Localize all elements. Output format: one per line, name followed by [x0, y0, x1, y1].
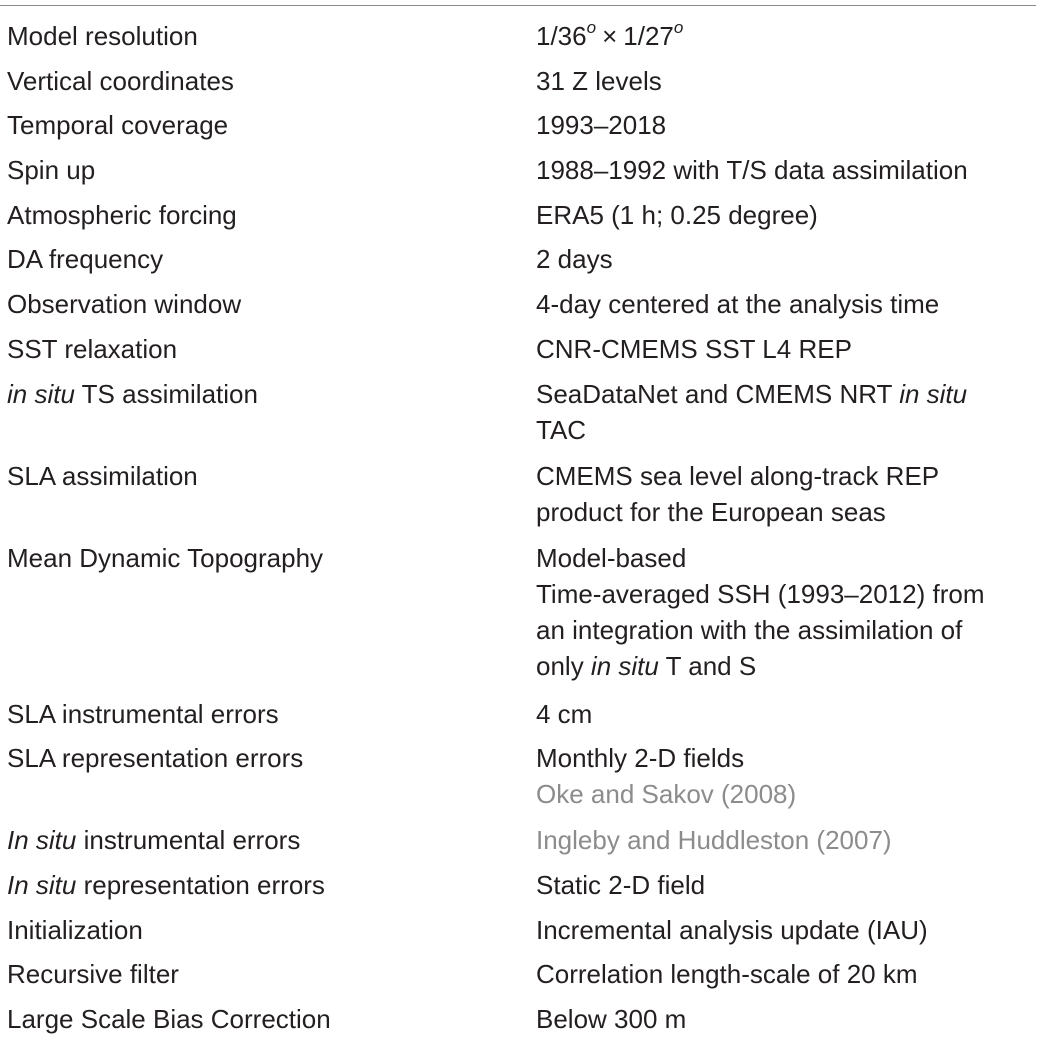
value-cell: 4 cm — [536, 698, 593, 729]
param-cell: Temporal coverage — [7, 110, 229, 141]
reference-link: Oke and Sakov (2008) — [536, 779, 797, 810]
param-cell: in situ TS assimilation — [7, 378, 258, 409]
table-row — [7, 454, 1037, 536]
param-cell: DA frequency — [7, 244, 164, 275]
table-row — [7, 237, 1037, 282]
param-cell: Spin up — [7, 155, 96, 186]
param-cell: Model resolution — [7, 21, 198, 51]
value-cell: 1993–2018 — [536, 110, 667, 141]
param-cell: SLA assimilation — [7, 460, 198, 491]
param-cell: Recursive filter — [7, 959, 179, 990]
value-cell: Below 300 m — [536, 1003, 687, 1034]
value-cell: Static 2-D field — [536, 869, 706, 900]
value-cell: Monthly 2-D fields Oke and Sakov (2008) — [536, 736, 1037, 818]
param-cell: SLA instrumental errors — [7, 698, 279, 729]
table-top-rule — [0, 5, 1036, 6]
value-cell: Correlation length-scale of 20 km — [536, 959, 918, 990]
value-cell: 31 Z levels — [536, 65, 662, 96]
table-row — [7, 818, 1037, 863]
value-cell: Incremental analysis update (IAU) — [536, 914, 928, 945]
value-cell: 4-day centered at the analysis time — [536, 289, 940, 320]
table-row — [7, 536, 1037, 692]
value-cell: 1988–1992 with T/S data assimilation — [536, 155, 968, 186]
table-row — [7, 193, 1037, 238]
table-row — [7, 103, 1037, 148]
param-cell: In situ representation errors — [7, 869, 325, 900]
table-row — [7, 327, 1037, 372]
table-row — [7, 863, 1037, 908]
value-cell: SeaDataNet and CMEMS NRT in situ TAC — [536, 378, 968, 445]
param-cell: SLA representation errors — [7, 743, 304, 774]
param-cell: SST relaxation — [7, 333, 178, 364]
value-cell: Model-based Time-averaged SSH (1993–2012) from an integration with the assimilation of only in situ T and S — [536, 542, 985, 681]
table-row — [7, 692, 1037, 737]
value-cell: CMEMS sea level along-track REP product for the European seas — [536, 460, 940, 527]
value-cell: ERA5 (1 h; 0.25 degree) — [536, 199, 818, 230]
table-row — [7, 14, 1037, 59]
table-row — [7, 148, 1037, 193]
table-row — [7, 997, 1037, 1042]
param-cell: Large Scale Bias Correction — [7, 1003, 331, 1034]
param-cell: Initialization — [7, 914, 143, 945]
table-row — [7, 372, 1037, 454]
param-cell: Observation window — [7, 289, 242, 320]
table-row — [7, 282, 1037, 327]
value-cell: CNR-CMEMS SST L4 REP — [536, 333, 852, 364]
param-cell: Mean Dynamic Topography — [7, 542, 324, 573]
parameters-table — [7, 14, 1037, 1042]
table-row — [7, 908, 1037, 953]
table-row — [7, 59, 1037, 104]
table-row — [7, 736, 1037, 818]
param-cell: Vertical coordinates — [7, 65, 234, 96]
value-cell: 2 days — [536, 244, 613, 275]
param-cell: In situ instrumental errors — [7, 825, 301, 856]
table-row — [7, 952, 1037, 997]
reference-link: Ingleby and Huddleston (2007) — [536, 825, 892, 856]
value-cell: $1/36^o \times 1/27^o$ — [536, 18, 684, 51]
param-cell: Atmospheric forcing — [7, 199, 237, 230]
